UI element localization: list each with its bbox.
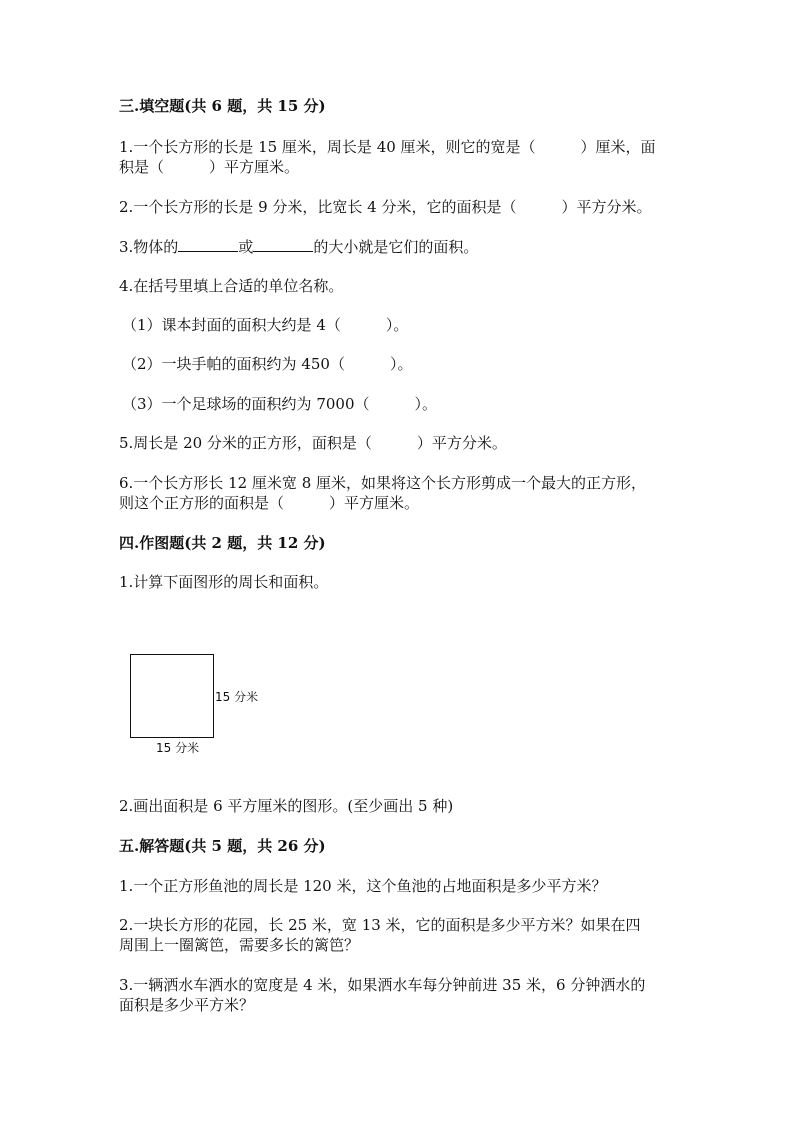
section-title-answer: 五.解答题(共 5 题，共 26 分) bbox=[119, 837, 326, 855]
question-6-line-1: 6.一个长方形长 12 厘米宽 8 厘米，如果将这个长方形剪成一个最大的正方形， bbox=[119, 474, 647, 492]
question-4-item-2: （2）一块手帕的面积约为 450（ ）。 bbox=[122, 355, 413, 373]
question-3-part-3: 的大小就是它们的面积。 bbox=[313, 238, 479, 256]
answer-question-2-line-1: 2.一块长方形的花园，长 25 米，宽 13 米，它的面积是多少平方米？如果在四 bbox=[119, 916, 641, 934]
question-4-item-3: （3）一个足球场的面积约为 7000（ ）。 bbox=[122, 395, 437, 413]
section-title-fill-blank: 三.填空题(共 6 题，共 15 分) bbox=[119, 97, 326, 115]
answer-blank-2[interactable] bbox=[253, 236, 313, 252]
answer-question-1: 1.一个正方形鱼池的周长是 120 米，这个鱼池的占地面积是多少平方米？ bbox=[119, 877, 607, 895]
question-3-part-1: 3.物体的 bbox=[119, 238, 179, 256]
answer-question-3-line-1: 3.一辆洒水车洒水的宽度是 4 米，如果洒水车每分钟前进 35 米，6 分钟洒水的 bbox=[119, 976, 646, 994]
question-3 bbox=[119, 236, 679, 257]
question-1-line-2: 积是（ ）平方厘米。 bbox=[119, 158, 300, 176]
drawing-question-2: 2.画出面积是 6 平方厘米的图形。(至少画出 5 种) bbox=[119, 797, 454, 815]
question-4: 4.在括号里填上合适的单位名称。 bbox=[119, 277, 344, 295]
drawing-question-1: 1.计算下面图形的周长和面积。 bbox=[119, 573, 329, 591]
section-title-drawing: 四.作图题(共 2 题，共 12 分) bbox=[119, 534, 326, 552]
answer-question-3-line-2: 面积是多少平方米？ bbox=[119, 996, 255, 1014]
question-1-line-1: 1.一个长方形的长是 15 厘米，周长是 40 厘米，则它的宽是（ ）厘米，面 bbox=[119, 138, 656, 156]
answer-blank-1[interactable] bbox=[178, 236, 238, 252]
question-5: 5.周长是 20 分米的正方形，面积是（ ）平方分米。 bbox=[119, 434, 507, 452]
question-2: 2.一个长方形的长是 9 分米，比宽长 4 分米，它的面积是（ ）平方分米。 bbox=[119, 198, 652, 216]
question-4-item-1: （1）课本封面的面积大约是 4（ ）。 bbox=[122, 316, 409, 334]
question-6-line-2: 则这个正方形的面积是（ ）平方厘米。 bbox=[119, 494, 420, 512]
square-bottom-label: 15 分米 bbox=[156, 741, 200, 755]
question-3-part-2: 或 bbox=[238, 238, 254, 256]
square-figure bbox=[130, 654, 214, 738]
answer-question-2-line-2: 周围上一圈篱笆，需要多长的篱笆？ bbox=[119, 936, 360, 954]
square-side-label: 15 分米 bbox=[215, 690, 259, 704]
